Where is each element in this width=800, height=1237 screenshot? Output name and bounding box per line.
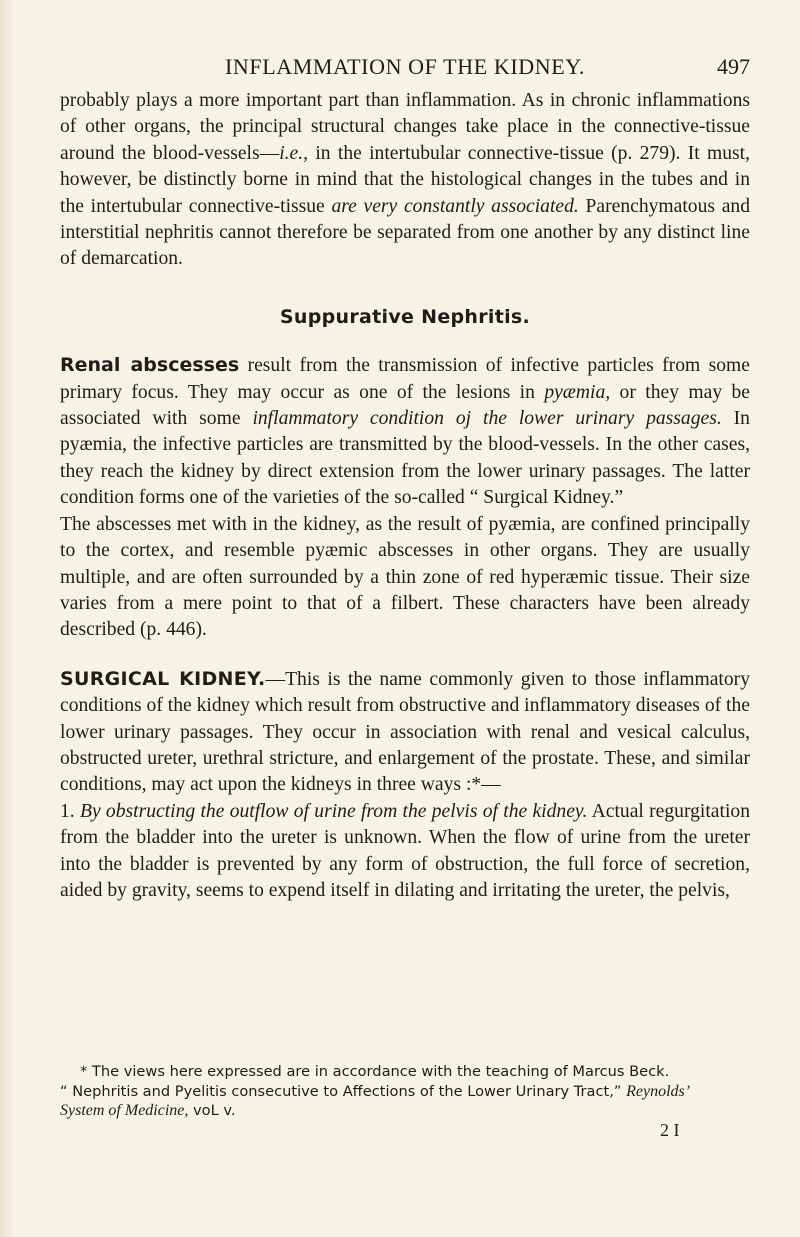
signature-mark: 2 I [660,1120,680,1140]
paragraph-renal-abscesses [60,352,750,511]
p2-text-a: result from the transmission of infective particles from some primary focus. They may occur as one of the lesions in [60,355,750,403]
p1-italic-associated: are very constantly associated. [331,195,579,217]
section-heading: Suppurative Nephritis. [279,305,531,328]
p1-italic-ie: i.e., [279,142,309,164]
runin-heading-renal-abscesses: Renal abscesses [60,354,240,377]
p4-text: —This is the name commonly given to those inflammatory conditions of the kidney which result from obstructive and inflammatory diseases of the lower urinary passages. They occur in association with renal and vesical calculus, obstructed ureter, urethral stricture, and enlargement of the prostate. These, and similar conditions, may act upon the kidneys in three ways :*— [60,668,750,796]
footnote-2-text: “ Nephritis and Pyelitis consecutive to Affections of the Lower Urinary Tract,” [60,1082,627,1100]
page-number: 497 [717,54,750,79]
p2-italic-pyaemia: pyæmia, [544,381,611,403]
p1-text-a: probably plays a more important part than inflammation. As in chronic inflammations of other organs, the principal structural changes take place in the connective-tissue around the blood-vessels— [60,90,750,164]
p2-italic-condition: inflammatory condition oj the lower urinary passages. [252,408,722,430]
paragraph-point-one [60,799,750,905]
p1-text-b: in the intertubular connective-tissue (p. 279). It must, however, be distinctly borne in mind that the histological changes in the tubes and in the intertubular connective-tissue [60,142,751,217]
list-number: 1. [60,800,80,822]
page-edge-shadow [0,0,14,1237]
running-title: INFLAMMATION OF THE KIDNEY. [224,54,586,79]
running-header [60,52,750,86]
p1-text-c: Parenchymatous and interstitial nephritis cannot therefore be separated from one another by any distinct line of demarcation. [60,195,750,270]
p2-text-c: In pyæmia, the infective particles are transmitted by the blood-vessels. In the other cases, they reach the kidney by direct extension from the lower urinary passages. The latter condition forms one of the varieties of the so-called “ Surgical Kidney.” [60,408,750,509]
footnote-2 [60,1082,750,1121]
body-text [60,88,750,904]
p5-text: Actual regurgitation from the bladder into the ureter is unknown. When the flow of urine from the ureter into the bladder is prevented by any form of obstruction, the full force of secretion, aided by gravity, seems to expend itself in dilating and irritating the ureter, the pelvis, [60,800,750,901]
paragraph-continuation [60,88,750,273]
runin-heading-surgical-kidney: SURGICAL KIDNEY. [60,667,266,690]
p2-text-b: or they may be associated with some [60,381,750,430]
paragraph-gap [60,644,750,666]
footnote-1: * The views here expressed are in accordance with the teaching of Marcus Beck. [80,1063,670,1080]
paragraph-abscesses-met: The abscesses met with in the kidney, as the result of pyæmia, are confined principally to the cortex, and resemble pyæmic abscesses in other organs. They are usually multiple, and are often surrounded by a thin zone of red hyperæmic tissue. Their size varies from a mere point to that of a filbert. These characters have been already described (p. 446). [60,513,750,641]
paragraph-surgical-kidney [60,666,750,799]
p5-italic-heading: By obstructing the outflow of urine from the pelvis of the kidney. [79,800,588,822]
footnote-2-italic-reynolds: Reynolds’ [626,1082,691,1100]
footnote-2-italic-system: System of Medicine, [60,1102,189,1119]
footnotes [60,1062,750,1121]
footnote-2-volume: voL v. [188,1102,236,1119]
